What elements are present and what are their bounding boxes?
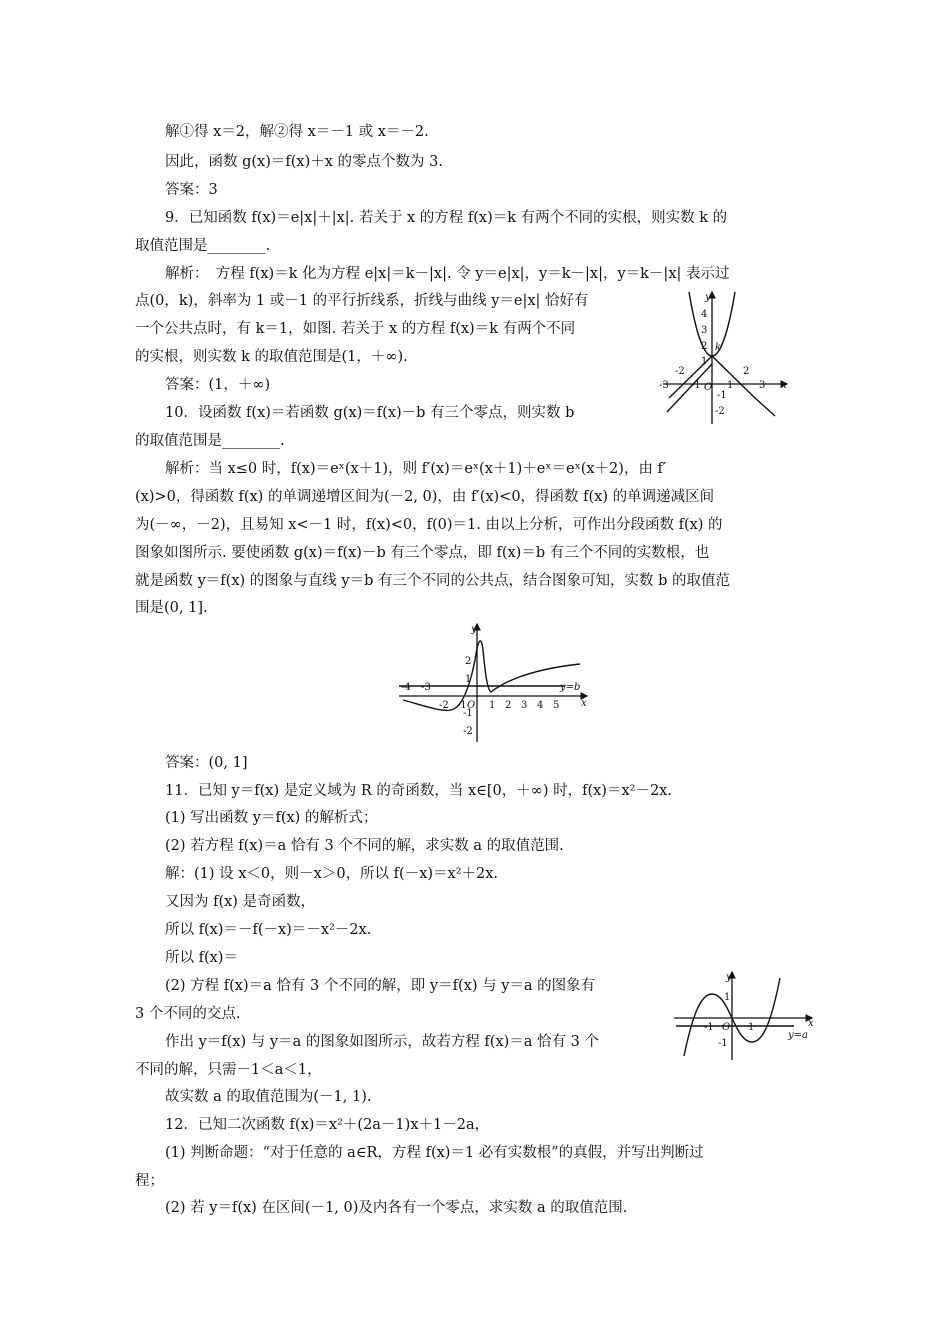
text-line: 12．已知二次函数 f(x)＝x²＋(2a－1)x＋1－2a，	[165, 1117, 490, 1133]
text-line: 11．已知 y＝f(x) 是定义域为 R 的奇函数，当 x∈[0，＋∞) 时，f(x)＝x²－2x.	[165, 783, 672, 799]
tick-label: 3	[759, 380, 766, 391]
text-line: 取值范围是________.	[135, 238, 271, 254]
origin-label: O	[722, 1022, 731, 1033]
line-label: y=b	[560, 682, 581, 693]
text-line: 点(0，k)，斜率为 1 或－1 的平行折线系，折线与曲线 y＝e|x| 恰好有	[135, 293, 589, 309]
tick-label: -3	[659, 380, 669, 391]
tick-label: 2	[505, 700, 512, 711]
y-label: y	[471, 624, 477, 635]
tick-label: -2	[463, 726, 473, 737]
text-line: 答案：(1，＋∞)	[165, 377, 271, 393]
origin-label: O	[704, 382, 713, 393]
tick-label: 1	[748, 1022, 755, 1033]
tick-label: -1	[718, 1038, 728, 1049]
tick-label: 1	[701, 356, 708, 367]
text-line: (2) 方程 f(x)＝a 恰有 3 个不同的解，即 y＝f(x) 与 y＝a 的图象有	[165, 978, 596, 994]
tick-label: 3	[701, 325, 708, 336]
tick-label: 5	[553, 700, 560, 711]
tick-label: -1	[457, 700, 467, 711]
tick-label: -2	[439, 700, 449, 711]
text-line: 的实根，则实数 k 的取值范围是(1，＋∞).	[135, 349, 408, 365]
text-line: 所以 f(x)＝	[165, 950, 238, 966]
text-line: 程；	[135, 1173, 164, 1189]
tick-label: -2	[675, 366, 685, 377]
tick-label: -3	[421, 682, 431, 693]
tick-label: 1	[724, 992, 731, 1003]
text-line: 就是函数 y＝f(x) 的图象与直线 y＝b 有三个不同的公共点，结合图象可知，实数 b 的取值范	[135, 573, 730, 589]
tick-label: -2	[715, 406, 725, 417]
text-line: (1) 判断命题：“对于任意的 a∈R，方程 f(x)＝1 必有实数根”的真假，并写出判断过	[165, 1145, 704, 1161]
tick-label: -1	[463, 708, 473, 719]
tick-label: -1	[717, 390, 727, 401]
text-line: 又因为 f(x) 是奇函数，	[165, 894, 316, 910]
text-line: 9．已知函数 f(x)＝e|x|＋|x|. 若关于 x 的方程 f(x)＝k 有两个不同的实根，则实数 k 的	[165, 210, 728, 226]
x-label: x	[581, 698, 587, 709]
text-line: 答案：(0, 1]	[165, 755, 248, 771]
x-label: x	[781, 380, 787, 391]
text-line: 解析：当 x≤0 时，f(x)＝eˣ(x＋1)，则 f′(x)＝eˣ(x＋1)＋eˣ＝eˣ(x＋2)，由 f′	[165, 461, 667, 477]
text-line: (2) 若方程 f(x)＝a 恰有 3 个不同的解，求实数 a 的取值范围.	[165, 838, 564, 854]
text-line: 故实数 a 的取值范围为(－1, 1).	[165, 1089, 372, 1105]
tick-label: 3	[521, 700, 528, 711]
line-label: y=a	[788, 1030, 808, 1041]
text-line: 一个公共点时，有 k＝1，如图. 若关于 x 的方程 f(x)＝k 有两个不同	[135, 321, 576, 337]
text-line: 图象如图所示. 要使函数 g(x)＝f(x)－b 有三个零点，即 f(x)＝b 有三个不同的实数根，也	[135, 545, 710, 561]
x-label: x	[808, 1018, 814, 1029]
tick-label: 1	[489, 700, 496, 711]
text-line: 的取值范围是________.	[135, 433, 285, 449]
text-line: 解①得 x＝2，解②得 x＝－1 或 x＝－2.	[165, 124, 429, 140]
tick-label: 4	[701, 309, 708, 320]
text-line: (x)>0，得函数 f(x) 的单调递增区间为(－2, 0)，由 f′(x)<0，得函数 f(x) 的单调递减区间	[135, 489, 715, 505]
figure-exp-abs	[655, 288, 795, 428]
text-line: 10．设函数 f(x)＝若函数 g(x)＝f(x)－b 有三个零点，则实数 b	[165, 405, 575, 421]
tick-label: 1	[727, 380, 734, 391]
text-line: 围是(0, 1].	[135, 600, 208, 616]
text-line: 作出 y＝f(x) 与 y＝a 的图象如图所示，故若方程 f(x)＝a 恰有 3 个	[165, 1034, 599, 1050]
origin-label: O	[467, 700, 476, 711]
y-label: y	[726, 972, 732, 983]
figure-odd-function	[672, 968, 817, 1063]
tick-label: -1	[704, 1022, 714, 1033]
text-line: 答案：3	[165, 182, 218, 198]
tick-label: 2	[701, 341, 708, 352]
text-line: 不同的解，只需－1＜a＜1，	[135, 1062, 322, 1078]
figure-piecewise	[395, 620, 595, 745]
text-line: 所以 f(x)＝－f(－x)＝－x²－2x.	[165, 922, 372, 938]
tick-label: 2	[743, 366, 750, 377]
tick-label: 1	[465, 674, 472, 685]
y-label: y	[705, 292, 711, 303]
text-line: 因此，函数 g(x)＝f(x)＋x 的零点个数为 3.	[165, 154, 443, 170]
text-line: (1) 写出函数 y＝f(x) 的解析式；	[165, 810, 378, 826]
text-line: 解析： 方程 f(x)＝k 化为方程 e|x|＝k－|x|. 令 y＝e|x|，y＝k－|x|，y＝k－|x| 表示过	[165, 266, 730, 282]
text-line: (2) 若 y＝f(x) 在区间(－1, 0)及内各有一个零点，求实数 a 的取值范围.	[165, 1200, 628, 1216]
text-line: 解：(1) 设 x＜0，则－x＞0，所以 f(－x)＝x²＋2x.	[165, 866, 499, 882]
tick-label: -4	[401, 682, 411, 693]
curve-label: k	[715, 342, 722, 353]
text-line: 为(－∞，－2)，且易知 x<－1 时，f(x)<0，f(0)＝1. 由以上分析，可作出分段函数 f(x) 的	[135, 517, 723, 533]
tick-label: 2	[465, 656, 472, 667]
tick-label: 4	[537, 700, 544, 711]
tick-label: -1	[691, 380, 701, 391]
text-line: 3 个不同的交点.	[135, 1006, 241, 1022]
